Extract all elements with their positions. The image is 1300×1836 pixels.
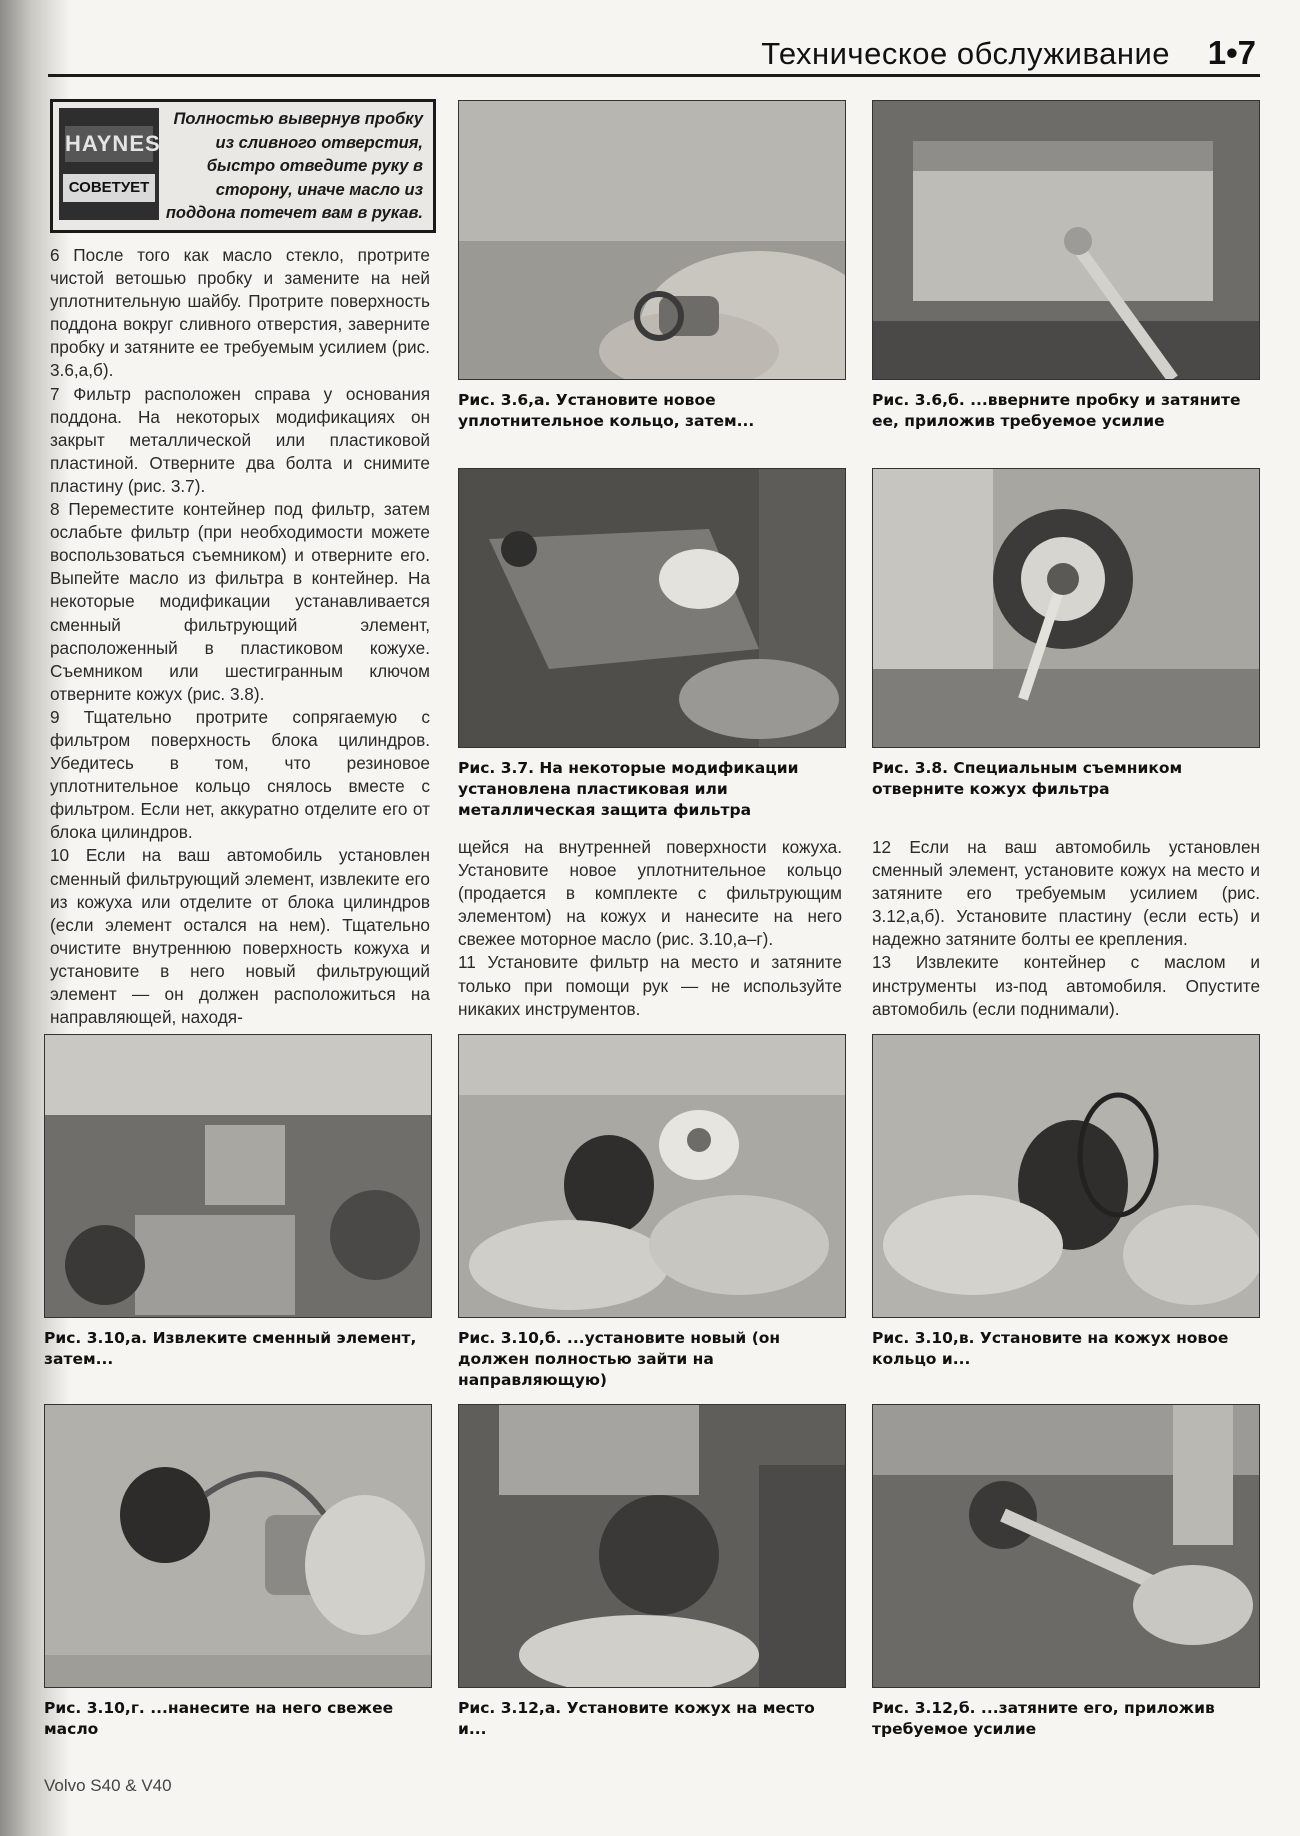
caption-3-12a: Рис. 3.12,а. Установите кожух на место и... <box>458 1699 815 1738</box>
photo-3-12a <box>458 1404 846 1688</box>
caption-3-6b: Рис. 3.6,б. ...вверните пробку и затяните ее, приложив требуемое усилие <box>872 391 1241 430</box>
logo-text-top: HAYNES <box>65 126 153 162</box>
paragraph-9: 9 Тщательно протрите сопрягаемую с фильтром поверхность блока цилиндров. Убедитесь в том, что резиновое уплотнительное кольцо снялось вместе с фильтром. Если нет, аккуратно отделите его от блока цилиндров. <box>50 706 430 843</box>
photo-3-8 <box>872 468 1260 748</box>
page-header <box>48 34 1260 77</box>
photo-3-10g <box>44 1404 432 1688</box>
caption-3-12b: Рис. 3.12,б. ...затяните его, приложив требуемое усилие <box>872 1699 1215 1738</box>
caption-3-10v: Рис. 3.10,в. Установите на кожух новое кольцо и... <box>872 1329 1229 1368</box>
text-column-1 <box>50 244 430 1029</box>
caption-3-6a: Рис. 3.6,а. Установите новое уплотнительное кольцо, затем... <box>458 391 755 430</box>
photo-3-7 <box>458 468 846 748</box>
haynes-logo <box>59 108 159 220</box>
caption-3-10a: Рис. 3.10,а. Извлеките сменный элемент, затем... <box>44 1329 417 1368</box>
haynes-tip-box <box>50 99 436 233</box>
page-footer: Volvo S40 & V40 <box>44 1776 172 1795</box>
text-column-3 <box>872 836 1260 1021</box>
paragraph-13: 13 Извлеките контейнер с маслом и инструменты из-под автомобиля. Опустите автомобиль (если поднимали). <box>872 952 1260 1019</box>
caption-3-10g: Рис. 3.10,г. ...нанесите на него свежее масло <box>44 1699 394 1738</box>
photo-3-10v <box>872 1034 1260 1318</box>
caption-3-10b: Рис. 3.10,б. ...установите новый (он должен полностью зайти на направляющую) <box>458 1329 781 1389</box>
photo-3-12b <box>872 1404 1260 1688</box>
photo-3-6b <box>872 100 1260 380</box>
paragraph-8: 8 Переместите контейнер под фильтр, затем ослабьте фильтр (при необходимости можете воспользоваться съемником) и отверните его. Выпейте масло из фильтра в контейнер. На некоторые модификации устанавливается сменный фильтрующий элемент, расположенный в пластиковом кожухе. Съемником или шестигранным ключом отверните кожух (рис. 3.8). <box>50 499 430 704</box>
photo-3-10b <box>458 1034 846 1318</box>
photo-3-6a <box>458 100 846 380</box>
paragraph-12: 12 Если на ваш автомобиль установлен сменный элемент, установите кожух на место и затяните его требуемым усилием (рис. 3.12,а,б). Установите пластину (если есть) и надежно затяните болты ее крепления. <box>872 837 1260 950</box>
paragraph-7: 7 Фильтр расположен справа у основания поддона. На некоторых модификациях он закрыт металлической или пластиковой пластиной. Отверните два болта и снимите пластину (рис. 3.7). <box>50 383 430 496</box>
page-number: 1•7 <box>1207 34 1256 71</box>
paragraph-10: 10 Если на ваш автомобиль установлен сменный фильтрующий элемент, извлеките его из кожуха или отделите от блока цилиндров (если элемент остался на нем). Тщательно очистите внутреннюю поверхность кожуха и установите в него новый фильтрующий элемент — он должен расположиться на направляющей, находя- <box>50 845 430 1028</box>
paragraph-6: 6 После того как масло стекло, протрите чистой ветошью пробку и замените на ней уплотнительную шайбу. Протрите поверхность поддона вокруг сливного отверстия, заверните пробку и затяните ее требуемым усилием (рис. 3.6,а,б). <box>50 245 430 381</box>
tip-text: Полностью вывернув пробку из сливного отверстия, быстро отведите руку в сторону, иначе масло из поддона потечет вам в рукав. <box>165 110 423 222</box>
paragraph-10-cont: щейся на внутренней поверхности кожуха. Установите новое уплотнительное кольцо (продается в комплекте с фильтрующим элементом) на кожух и нанесите на него свежее моторное масло (рис. 3.10,а–г). <box>458 837 842 950</box>
logo-text-bottom: СОВЕТУЕТ <box>63 174 155 202</box>
caption-3-7: Рис. 3.7. На некоторые модификации установлена пластиковая или металлическая защита фильтра <box>458 759 799 819</box>
caption-3-8: Рис. 3.8. Специальным съемником отверните кожух фильтра <box>872 759 1183 798</box>
section-title: Техническое обслуживание <box>761 36 1170 71</box>
photo-3-10a <box>44 1034 432 1318</box>
text-column-2 <box>458 836 842 1021</box>
paragraph-11: 11 Установите фильтр на место и затяните только при помощи рук — не используйте никаких инструментов. <box>458 952 842 1019</box>
